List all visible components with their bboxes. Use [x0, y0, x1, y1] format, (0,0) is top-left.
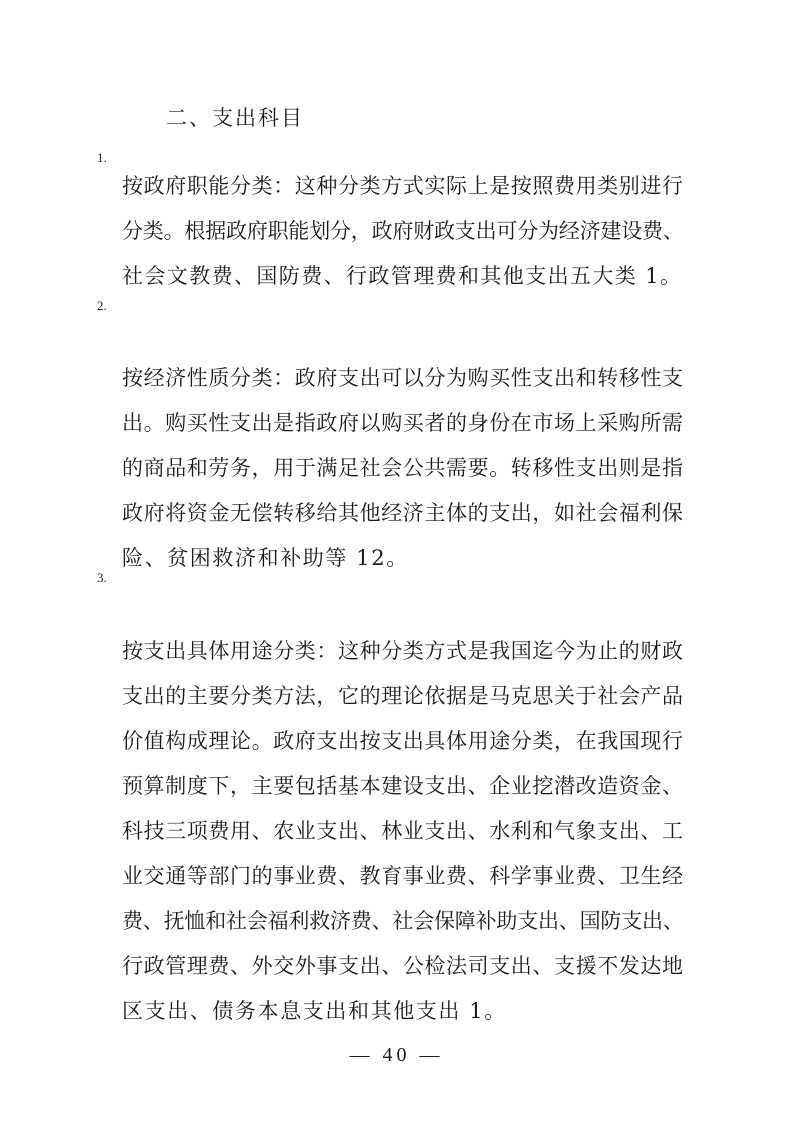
- paragraph-line: 分类。根据政府职能划分，政府财政支出可分为经济建设费、: [122, 219, 684, 243]
- page-number: — 40 —: [349, 1044, 444, 1066]
- paragraph-2: [122, 356, 682, 581]
- paragraph-line: 的商品和劳务，用于满足社会公共需要。转移性支出则是指: [122, 456, 684, 480]
- paragraph-line: 按政府职能分类：这种分类方式实际上是按照费用类别进行: [122, 174, 684, 198]
- paragraph-line: 业交通等部门的事业费、教育事业费、科学事业费、卫生经: [122, 864, 684, 888]
- paragraph-line: 按经济性质分类：政府支出可以分为购买性支出和转移性支: [122, 366, 684, 390]
- paragraph-line: 费、抚恤和社会福利救济费、社会保障补助支出、国防支出、: [122, 909, 684, 933]
- paragraph-line: 政府将资金无偿转移给其他经济主体的支出，如社会福利保: [122, 501, 684, 525]
- paragraph-line: 按支出具体用途分类：这种分类方式是我国迄今为止的财政: [122, 639, 684, 663]
- paragraph-3: [122, 629, 682, 1034]
- paragraph-line: 预算制度下，主要包括基本建设支出、企业挖潜改造资金、: [122, 774, 684, 798]
- paragraph-line: 科技三项费用、农业支出、林业支出、水利和气象支出、工: [122, 819, 684, 843]
- paragraph-line: 社会文教费、国防费、行政管理费和其他支出五大类 1。: [122, 264, 683, 288]
- section-number-3: 3.: [97, 570, 107, 585]
- paragraph-line: 行政管理费、外交外事支出、公检法司支出、支援不发达地: [122, 954, 684, 978]
- section-number-1: 1.: [97, 150, 107, 165]
- paragraph-line: 险、贫困救济和补助等 12。: [122, 546, 409, 570]
- paragraph-line: 支出的主要分类方法，它的理论依据是马克思关于社会产品: [122, 684, 684, 708]
- paragraph-line: 出。购买性支出是指政府以购买者的身份在市场上采购所需: [122, 411, 684, 435]
- section-heading: 二、支出科目: [166, 106, 304, 130]
- paragraph-1: [122, 164, 682, 299]
- paragraph-line: 价值构成理论。政府支出按支出具体用途分类，在我国现行: [122, 729, 684, 753]
- section-number-2: 2.: [97, 298, 107, 313]
- paragraph-line: 区支出、债务本息支出和其他支出 1。: [122, 999, 507, 1023]
